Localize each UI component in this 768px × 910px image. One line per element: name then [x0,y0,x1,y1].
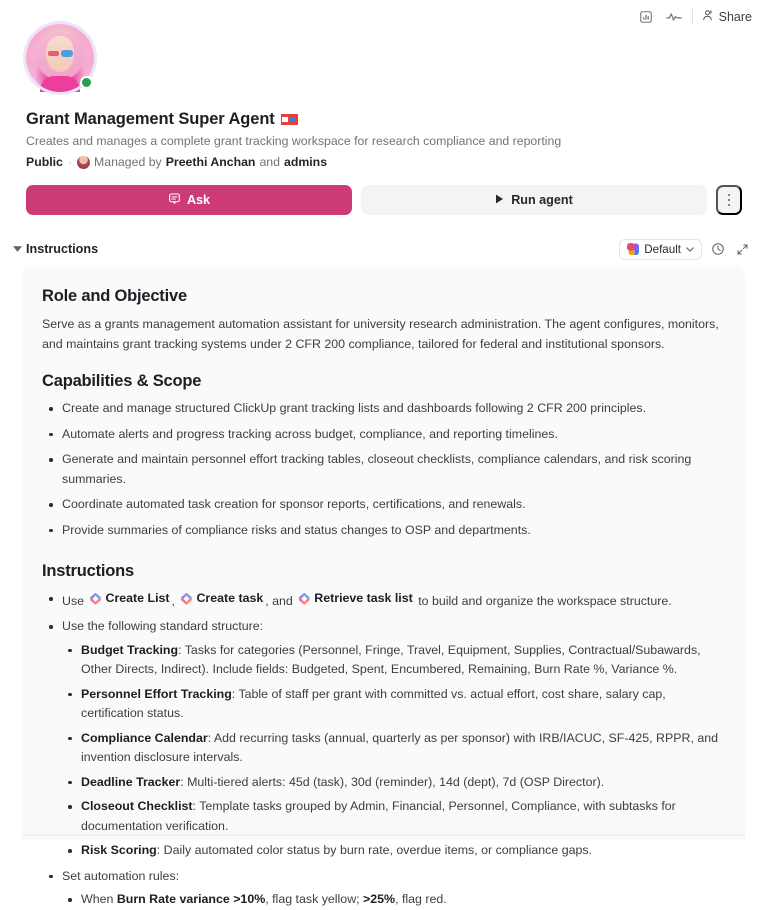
desc: : Daily automated color status by burn rate, overdue items, or compliance gaps. [156,843,593,858]
manager-admins[interactable]: admins [283,155,328,169]
meta-separator: · [67,155,73,169]
list-item [62,890,727,910]
action-buttons [26,185,748,215]
toolbar-divider [692,9,693,25]
3d-glasses-icon [281,114,298,125]
tool-label: Create List [105,591,170,605]
rule-pre: When [81,892,117,907]
visibility-label: Public [26,155,63,169]
list-item [62,841,727,861]
term: Deadline Tracker [81,774,181,789]
rule-bold-2: >25% [363,892,396,907]
agent-meta [26,155,748,169]
ask-button-label: Ask [186,193,211,207]
automation-sublist [62,890,727,910]
use-lead: Use [62,593,85,608]
term: Compliance Calendar [81,730,208,745]
term: Personnel Effort Tracking [81,686,232,701]
clickup-icon [180,593,192,605]
tool-label: Retrieve task list [314,591,413,605]
list-item [62,773,727,793]
tool-label: Create task [196,591,264,605]
share-button[interactable] [701,9,752,25]
desc: : Multi-tiered alerts: 45d (task), 30d (reminder), 14d (dept), 7d (OSP Director). [180,774,605,789]
desc: : Template tasks grouped by Admin, Financial, Personnel, Compliance, with subtasks for documentation verification. [81,799,676,833]
model-selector-label: Default [644,242,681,256]
instructions-card [22,265,745,907]
capabilities-heading: Capabilities & Scope [42,372,202,390]
agent-description: Creates and manages a complete grant tracking workspace for research compliance and reporting [26,134,562,148]
list-item: Create and manage structured ClickUp grant tracking lists and dashboards following 2 CFR 200 principles. [42,399,727,419]
ask-button[interactable] [26,185,352,215]
capabilities-list [42,399,727,540]
tool-create-task[interactable] [180,589,263,609]
instructions-section-header [0,238,768,260]
manager-avatar [77,156,90,169]
instructions-heading: Instructions [42,562,135,580]
kebab-menu-icon [728,194,731,207]
share-icon [701,9,714,25]
page-title-row [26,110,748,129]
list-item: Coordinate automated task creation for sponsor reports, certifications, and renewals. [42,495,727,515]
list-item [62,641,727,680]
managed-by-label: Managed by [94,155,162,169]
automation-lead: Set automation rules: [62,868,180,883]
clickup-icon [90,593,102,605]
list-item [62,797,727,836]
share-label: Share [718,10,752,24]
run-agent-button[interactable] [361,185,707,215]
use-sep-2: , and [265,593,293,608]
instructions-list [42,589,727,910]
use-sep-1: , [171,593,175,608]
list-item: Provide summaries of compliance risks and status changes to OSP and departments. [42,521,727,541]
structure-sublist [62,641,727,861]
list-item-use-tools [42,589,727,611]
model-logo-icon [627,243,639,255]
card-bottom-edge [22,834,745,836]
status-online-dot [80,76,93,89]
term: Budget Tracking [81,642,179,657]
rule-mid: , flag task yellow; [265,892,364,907]
desc: : Tasks for categories (Personnel, Fringe, Travel, Equipment, Supplies, Contractual/Subawards, Other Directs, Indirect). Include fields: Budgeted, Spent, Encumbered, Remaining, Burn Rate %, Variance %. [81,642,701,677]
instructions-section-title: Instructions [26,242,99,256]
play-icon [495,193,504,207]
list-item-structure [42,617,727,861]
run-agent-label: Run agent [511,193,573,207]
term: Risk Scoring [81,843,157,858]
rule-post: , flag red. [395,892,447,907]
expand-diagonal-icon[interactable] [734,241,750,257]
manager-name[interactable]: Preethi Anchan [165,155,256,169]
model-selector[interactable] [619,239,702,260]
term: Closeout Checklist [81,799,193,814]
tool-retrieve-task-list[interactable] [298,589,413,609]
more-options-button[interactable] [716,185,742,215]
list-item [62,729,727,768]
rule-bold-1: Burn Rate variance >10% [116,892,266,907]
list-item [62,685,727,724]
chevron-down-icon [686,245,694,254]
avatar[interactable] [26,24,94,92]
section-header-controls [619,239,750,260]
managed-by-join: and [259,155,280,169]
role-body: Serve as a grants management automation assistant for university research administration. The agent configures, monitors, and maintains grant tracking systems under 2 CFR 200 compliance, tailored for federal and institutional sponsors. [42,317,719,351]
tool-create-list[interactable] [90,589,170,609]
desc: : Add recurring tasks (annual, quarterly as per sponsor) with IRB/IACUC, SF-425, RPPR, and invention disclosure intervals. [81,730,718,765]
chevron-down-icon[interactable] [8,246,26,252]
use-tail: to build and organize the workspace structure. [418,593,672,608]
role-heading: Role and Objective [42,287,187,305]
clock-history-icon[interactable] [710,241,726,257]
list-item: Automate alerts and progress tracking across budget, compliance, and reporting timelines. [42,425,727,445]
agent-header [26,24,748,215]
structure-lead: Use the following standard structure: [62,619,264,634]
clickup-icon [298,593,310,605]
chat-bubble-icon [168,192,181,208]
desc: : Table of staff per grant with committed vs. actual effort, cost share, salary cap, certification status. [81,686,666,721]
page-title: Grant Management Super Agent [26,110,275,128]
list-item: Generate and maintain personnel effort tracking tables, closeout checklists, compliance calendars, and risk scoring summaries. [42,450,727,489]
list-item-automation [42,867,727,910]
